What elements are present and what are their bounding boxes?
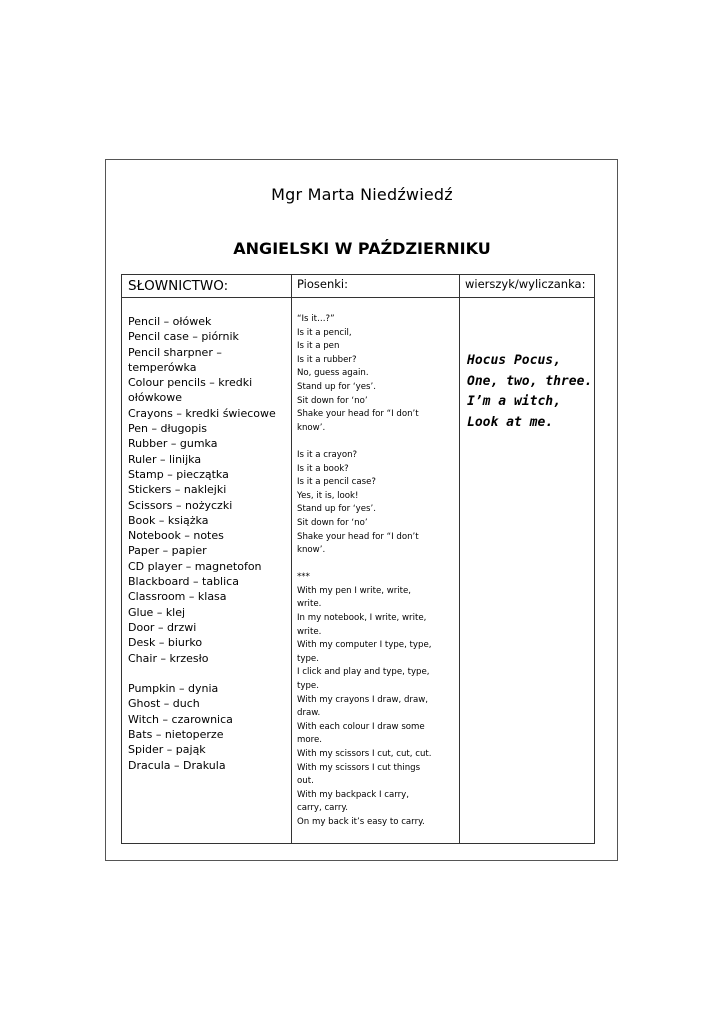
vocabulary-item: Scissors – nożyczki [128,498,233,512]
author-name: Mgr Marta Niedźwiedź [271,185,453,204]
song-line: more. [297,735,322,746]
song-line: out. [297,776,314,787]
vocabulary-item: ołówkowe [128,391,183,405]
song-lyrics [292,298,459,830]
vocabulary-item: Paper – papier [128,544,207,558]
song-line: Sit down for ‘no’ [297,517,368,528]
header-songs: Piosenki: [292,275,460,298]
song-line: With each colour I draw some [297,721,425,732]
song-line: Stand up for ‘yes’. [297,504,376,515]
vocabulary-item: Notebook – notes [128,529,224,543]
vocabulary-item: Ghost – duch [128,697,200,711]
vocabulary-item: Chair – krzesło [128,651,209,665]
vocabulary-item: Pencil case – piórnik [128,330,239,344]
song-line: draw. [297,708,321,719]
vocabulary-item: Pencil sharpner – temperówka [128,345,222,374]
song-line: Is it a book? [297,463,349,474]
song-line: carry, carry. [297,803,348,814]
song-line: With my computer I type, type, [297,640,432,651]
song-line: With my pen I write, write, [297,585,412,596]
song-line: write. [297,626,322,637]
vocabulary-item: Stickers – naklejki [128,483,227,497]
song-line: write. [297,599,322,610]
lesson-table [121,274,595,844]
vocabulary-item: Witch – czarownica [128,712,233,726]
rhyme-lines [460,298,594,433]
song-line: No, guess again. [297,368,369,379]
song-line: In my notebook, I write, write, [297,613,427,624]
blank-line [297,435,459,449]
vocabulary-item: Blackboard – tablica [128,575,239,589]
song-line: Sit down for ‘no’ [297,395,368,406]
rhyme-cell [460,298,595,844]
rhyme-line: Look at me. [467,414,554,430]
song-line: type. [297,681,319,692]
song-line: *** [297,572,310,583]
table-header-row [122,275,595,298]
vocabulary-item: Dracula – Drakula [128,758,226,772]
vocabulary-item: Door – drzwi [128,620,197,634]
vocabulary-item: Pen – długopis [128,422,208,436]
song-line: Shake your head for “I don’t [297,531,419,542]
page-title: ANGIELSKI W PAŹDZIERNIKU [233,239,491,258]
rhyme-line: One, two, three. [467,373,593,389]
header-vocabulary: SŁOWNICTWO: [122,275,292,298]
vocabulary-item: Stamp – pieczątka [128,467,229,481]
song-line: With my scissors I cut things [297,762,421,773]
song-line: know’. [297,422,326,433]
song-line: I click and play and type, type, [297,667,430,678]
vocabulary-item: Classroom – klasa [128,590,227,604]
song-line: Shake your head for “I don’t [297,409,419,420]
vocabulary-cell [122,298,292,844]
vocabulary-item: Spider – pająk [128,743,206,757]
vocabulary-item: Pumpkin – dynia [128,682,219,696]
vocabulary-item: Bats – nietoperze [128,728,224,742]
vocabulary-item: Book – książka [128,513,209,527]
vocabulary-item: Ruler – linijka [128,452,202,466]
song-line: type. [297,653,319,664]
blank-line [128,666,291,681]
songs-cell [292,298,460,844]
rhyme-line: I’m a witch, [467,394,561,409]
song-line: Stand up for ‘yes’. [297,381,376,392]
vocabulary-item: Crayons – kredki świecowe [128,406,276,420]
song-line: Is it a crayon? [297,449,358,460]
song-line: With my backpack I carry, [297,789,409,800]
song-line: “Is it…?” [297,314,335,324]
vocabulary-item: Desk – biurko [128,636,203,650]
song-line: Is it a rubber? [297,354,357,365]
song-line: With my scissors I cut, cut, cut. [297,749,432,759]
song-line: Yes, it is, look! [297,490,359,501]
blank-line [297,558,459,572]
song-line: Is it a pencil case? [297,477,376,488]
song-line: Is it a pen [297,341,340,352]
vocabulary-item: Rubber – gumka [128,437,218,451]
table-body-row [122,298,595,844]
vocabulary-item: CD player – magnetofon [128,559,262,573]
song-line: Is it a pencil, [297,327,352,338]
header-rhyme: wierszyk/wyliczanka: [460,275,595,298]
vocabulary-item: Glue – klej [128,605,186,619]
song-line: With my crayons I draw, draw, [297,694,428,705]
rhyme-line: Hocus Pocus, [467,353,561,368]
vocabulary-list [122,298,291,773]
song-line: know’. [297,545,326,556]
vocabulary-item: Colour pencils – kredki [128,376,253,390]
vocabulary-item: Pencil – ołówek [128,315,212,328]
song-line: On my back it’s easy to carry. [297,816,425,827]
